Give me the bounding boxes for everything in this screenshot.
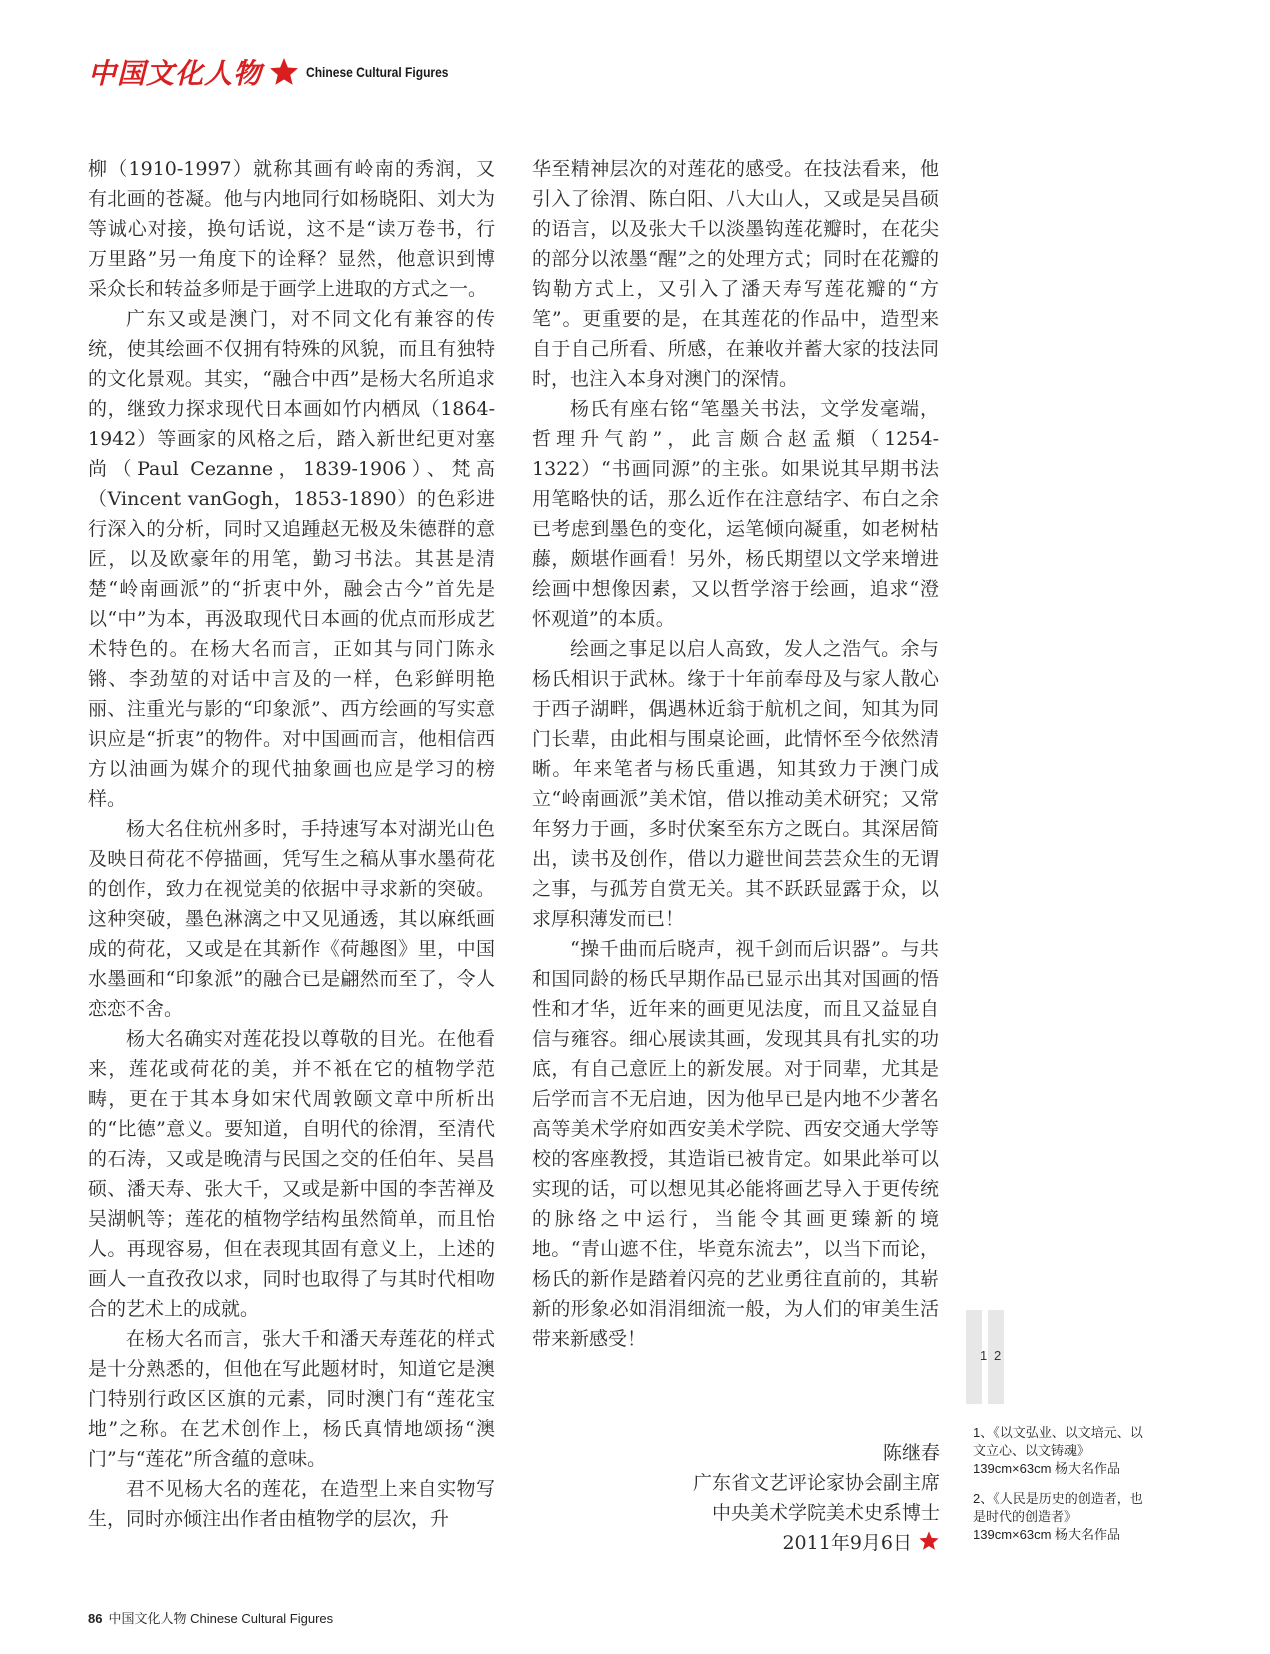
paragraph: “操千曲而后晓声，视千剑而后识器”。与共和国同龄的杨氏早期作品已显示出其对国画的悟性和才华，近年来的画更见法度，而且又益显自信与雍容。细心展读其画，发现其具有扎实的功底，有自己意匠上的新发展。对于同辈，尤其是后学而言不无启迪，因为他早已是内地不少著名高等美术学府如西安美术学院、西安交通大学等校的客座教授，其造诣已被肯定。如果此举可以实现的话，可以想见其必能将画艺导入于更传统的脉络之中运行，当能令其画更臻新的境地。“青山遮不住，毕竟东流去”，以当下而论，杨氏的新作是踏着闪亮的艺业勇往直前的，其崭新的形象必如涓涓细流一般，为人们的审美生活带来新感受！ (532, 938, 939, 1350)
page-number: 86 (88, 1611, 103, 1626)
paragraph: 广东又或是澳门，对不同文化有兼容的传统，使其绘画不仅拥有特殊的风貌，而且有独特的文化景观。其实，“融合中西”是杨大名所追求的，继致力探求现代日本画如竹内栖凤（1864-1942）等画家的风格之后，踏入新世纪更对塞尚（Paul Cezanne，1839-1906）、梵高（Vincent vanGogh，1853-1890）的色彩进行深入的分析，同时又追踵赵无极及朱德群的意匠，以及欧豪年的用笔，勤习书法。其甚是清楚“岭南画派”的“折衷中外，融会古今”首先是以“中”为本，再汲取现代日本画的优点而形成艺术特色的。在杨大名而言，正如其与同门陈永锵、李劲堃的对话中言及的一样，色彩鲜明艳丽、注重光与影的“印象派”、西方绘画的写实意识应是“折衷”的物件。对中国画而言，他相信西方以油画为媒介的现代抽象画也应是学习的榜样。 (88, 308, 495, 810)
magazine-header (88, 52, 472, 92)
paragraph: 杨氏有座右铭“笔墨关书法，文学发毫端，哲理升气韵”，此言颇合赵孟頫（1254-1322）“书画同源”的主张。如果说其早期书法用笔略快的话，那么近作在注意结字、布白之余已考虑到墨色的变化，运笔倾向凝重，如老树枯藤，颇堪作画看！另外，杨氏期望以文学来增进绘画中想像因素，又以哲学溶于绘画，追求“澄怀观道”的本质。 (532, 398, 939, 630)
paragraph: 杨大名住杭州多时，手持速写本对湖光山色及映日荷花不停描画，凭写生之稿从事水墨荷花的创作，致力在视觉美的依据中寻求新的突破。这种突破，墨色淋漓之中又见通透，其以麻纸画成的荷花，又或是在其新作《荷趣图》里，中国水墨画和“印象派”的融合已是翩然而至了，令人恋恋不舍。 (88, 818, 495, 1020)
article-column-right (532, 154, 939, 1354)
brand-title-cn: 中国文化人物 (88, 57, 263, 90)
red-star-icon (918, 1530, 940, 1552)
signature-date: 2011年9月6日 (782, 1532, 912, 1554)
paragraph: 柳（1910-1997）就称其画有岭南的秀润，又有北画的苍凝。他与内地同行如杨晓阳、刘大为等诚心对接，换句话说，这不是“读万卷书，行万里路”另一角度下的诠释？显然，他意识到博采众长和转益多师是于画学上进取的方式之一。 (88, 158, 495, 300)
brand-title-en: Chinese Cultural Figures (306, 64, 449, 80)
caption-line: 文立心、以文铸魂》 (973, 1443, 1091, 1458)
caption-line: 139cm×63cm 杨大名作品 (973, 1461, 1121, 1476)
caption-line: 是时代的创造者》 (973, 1509, 1078, 1524)
signature-date-line (600, 1528, 940, 1558)
article-column-left (88, 154, 495, 1534)
author-name: 陈继春 (882, 1442, 940, 1464)
page-footer (88, 1608, 333, 1627)
image-captions (973, 1424, 1173, 1556)
author-title: 中央美术学院美术史系博士 (711, 1502, 940, 1524)
author-signature (600, 1438, 940, 1558)
image-index-marker (966, 1310, 1010, 1404)
caption-line: 1、《以文弘业、以文培元、以 (973, 1425, 1143, 1440)
paragraph: 绘画之事足以启人高致，发人之浩气。余与杨氏相识于武林。缘于十年前奉母及与家人散心于西子湖畔，偶遇林近翁于航机之间，知其为同门长辈，由此相与围桌论画，此情怀至今依然清晰。年来笔者与杨氏重遇，知其致力于澳门成立“岭南画派”美术馆，借以推动美术研究；又常年努力于画，多时伏案至东方之既白。其深居简出，读书及创作，借以力避世间芸芸众生的无谓之事，与孤芳自赏无关。其不跃跃显露于众，以求厚积薄发而已！ (532, 638, 939, 930)
caption-line: 2、《人民是历史的创造者，也 (973, 1491, 1143, 1506)
author-title: 广东省文艺评论家协会副主席 (692, 1472, 940, 1494)
paragraph: 杨大名确实对莲花投以尊敬的目光。在他看来，莲花或荷花的美，并不衹在它的植物学范畴，更在于其本身如宋代周敦颐文章中所析出的“比德”意义。要知道，自明代的徐渭，至清代的石涛，又或是晚清与民国之交的任伯年、吴昌硕、潘天寿、张大千，又或是新中国的李苦禅及吴湖帆等；莲花的植物学结构虽然简单，而且怡人。再现容易，但在表现其固有意义上，上述的画人一直孜孜以求，同时也取得了与其时代相吻合的艺术上的成就。 (88, 1028, 495, 1320)
paragraph: 华至精神层次的对莲花的感受。在技法看来，他引入了徐渭、陈白阳、八大山人，又或是吴昌硕的语言，以及张大千以淡墨钩莲花瓣时，在花尖的部分以浓墨“醒”之的处理方式；同时在花瓣的钩勒方式上，又引入了潘天寿写莲花瓣的“方笔”。更重要的是，在其莲花的作品中，造型来自于自己所看、所感，在兼收并蓄大家的技法同时，也注入本身对澳门的深情。 (532, 158, 939, 390)
caption-line: 139cm×63cm 杨大名作品 (973, 1527, 1121, 1542)
paragraph: 在杨大名而言，张大千和潘天寿莲花的样式是十分熟悉的，但他在写此题材时，知道它是澳门特别行政区区旗的元素，同时澳门有“莲花宝地”之称。在艺术创作上，杨氏真情地颂扬“澳门”与“莲花”所含蕴的意味。 (88, 1328, 495, 1470)
caption-1 (973, 1424, 1173, 1478)
footer-publication: 中国文化人物 Chinese Cultural Figures (108, 1611, 334, 1626)
paragraph: 君不见杨大名的莲花，在造型上来自实物写生，同时亦倾注出作者由植物学的层次，升 (88, 1478, 495, 1530)
image-index-number: 1 (980, 1348, 988, 1363)
red-star-icon (268, 56, 300, 88)
image-index-number: 2 (994, 1348, 1002, 1363)
caption-2 (973, 1490, 1173, 1544)
